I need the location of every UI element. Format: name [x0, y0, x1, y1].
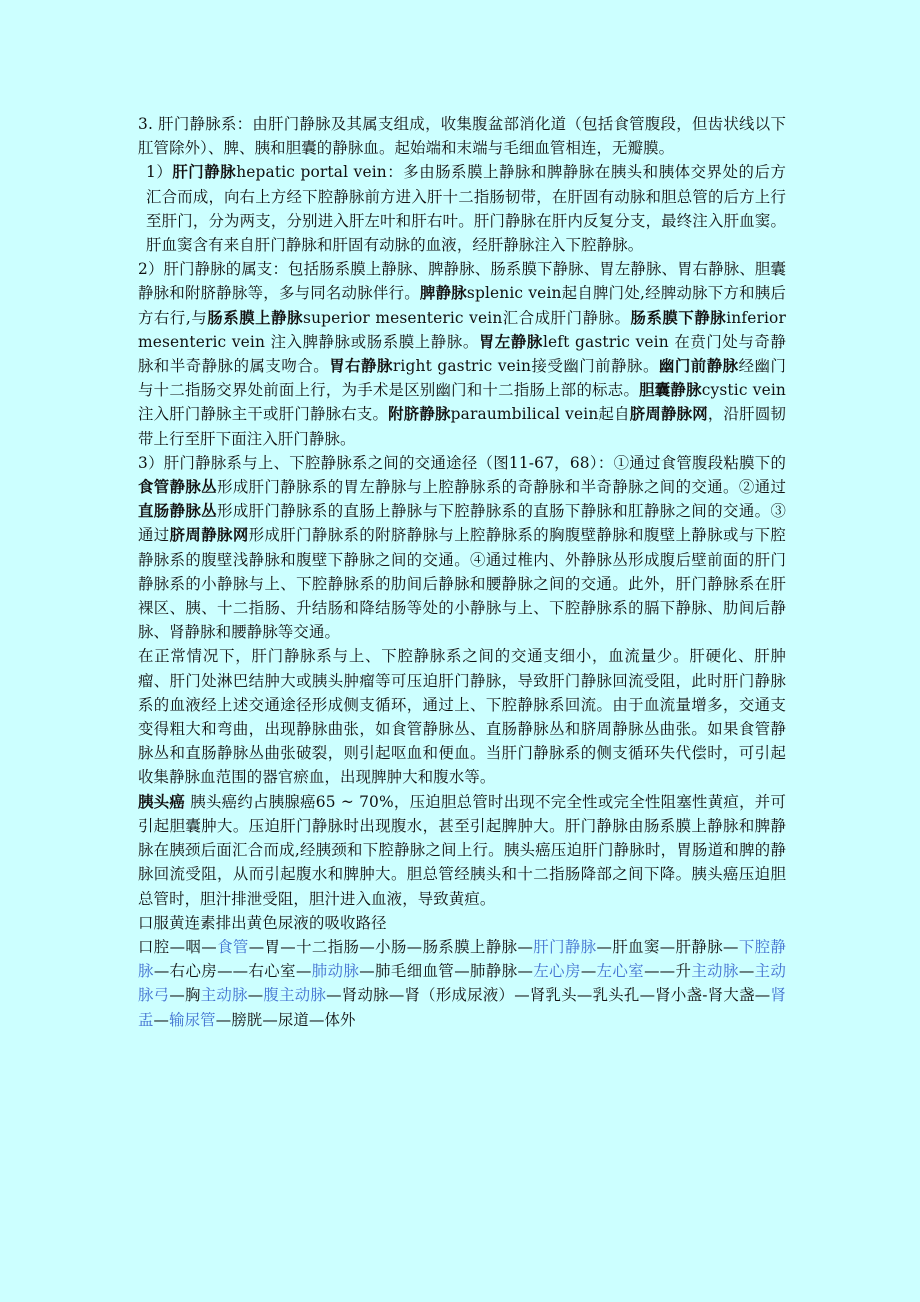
- paragraph-text: hepatic portal vein：多由肠系膜上静脉和脾静脉在胰头和胰体交界处的后方汇合而成，向右上方经下腔静脉前方进入肝十二指肠韧带，在肝固有动脉和胆总管的后方上行至肝门，分为两支，分别进入肝左叶和肝右叶。肝门静脉在肝内反复分支，最终注入肝血窦。肝血窦含有来自肝门静脉和肝固有动脉的血液，经肝静脉注入下腔静脉。: [146, 163, 787, 255]
- text-run: 形成肝门静脉系的直肠上静脉与下腔静脉系的直肠下静脉和肛静脉之间的交通。③通过: [138, 502, 786, 545]
- text-run: paraumbilical vein起自: [450, 405, 630, 424]
- paragraph-portal-hypertension: 在正常情况下，肝门静脉系与上、下腔静脉系之间的交通支细小，血流量少。肝硬化、肝肿瘤、肝门处淋巴结肿大或胰头肿瘤等可压迫肝门静脉，导致肝门静脉回流受阻，此时肝门静脉系的血液经上述交通途径形成侧支循环，通过上、下腔静脉系回流。由于血流量增多，交通支变得粗大和弯曲，出现静脉曲张，如食管静脉丛、直肠静脉丛和脐周静脉丛曲张。如果食管静脉丛和直肠静脉丛曲张破裂，则引起呕血和便血。当肝门静脉系的侧支循环失代偿时，可引起收集静脉血范围的器官瘀血，出现脾肿大和腹水等。: [138, 647, 786, 787]
- path-segment: —胃—十二指肠—小肠—肠系膜上静脉—: [248, 937, 534, 956]
- paragraph-absorption-title: 口服黄连素排出黄色尿液的吸收路径: [138, 913, 387, 932]
- text-run: 3）肝门静脉系与上、下腔静脉系之间的交通途径（图11-67，68）：①通过食管腹段粘膜下的: [138, 453, 786, 472]
- term-paraumbilical-vein: 附脐静脉: [388, 405, 451, 424]
- text-run: superior mesenteric vein汇合成肝门静脉。: [303, 308, 631, 327]
- paragraph-text: 胰头癌约占胰腺癌65 ~ 70%，压迫胆总管时出现不完全性或完全性阻塞性黄疸，并可引起胆囊肿大。压迫肝门静脉时出现腹水，甚至引起脾肿大。肝门静脉由肠系膜上静脉和脾静脉在胰颈后面汇合而成,经胰颈和下腔静脉之间上行。胰头癌压迫肝门静脉时，胃肠道和脾的静脉回流受阻，从而引起腹水和脾肿大。胆总管经胰头和十二指肠降部之间下降。胰头癌压迫胆总管时，胆汁排泄受阻，胆汁进入血液，导致黄疸。: [138, 792, 786, 908]
- paragraph-absorption-path: [138, 935, 786, 1032]
- path-highlight-segment: 主动脉: [200, 986, 248, 1005]
- path-segment: 口腔—咽—: [138, 937, 217, 956]
- term-hepatic-portal-vein: 肝门静脉: [172, 163, 237, 182]
- path-highlight-segment: 输尿管: [169, 1010, 216, 1029]
- paragraph-anastomoses: [138, 451, 786, 645]
- text-run: splenic vein起自脾门处,经脾动脉下方和胰后方右行,与: [138, 284, 786, 327]
- path-highlight-segment: 肝门静脉: [533, 937, 597, 956]
- path-segment: —胸: [169, 986, 201, 1005]
- path-highlight-segment: 肾盂: [138, 986, 787, 1029]
- path-highlight-segment: 食管: [216, 937, 249, 956]
- path-segment: —: [247, 986, 264, 1005]
- term-cystic-vein: 胆囊静脉: [639, 381, 702, 400]
- text-run: ，沿肝圆韧带上行至肝下面注入肝门静脉。: [138, 405, 786, 448]
- term-prepyloric-vein: 幽门前静脉: [658, 357, 739, 376]
- path-segment: ——升: [644, 962, 692, 981]
- text-run: left gastric vein 在贲门处与奇静脉和半奇静脉的属支吻合。: [138, 332, 786, 376]
- term-periumbilical-network: 脐周静脉网: [169, 526, 249, 545]
- text-run: right gastric vein接受幽门前静脉。: [392, 357, 659, 376]
- path-segment: —右心房——右心室—: [153, 962, 312, 981]
- term-periumbilical-venous-network: 脐周静脉网: [629, 405, 708, 424]
- paragraph-tributaries: [138, 257, 786, 451]
- path-highlight-segment: 肺动脉: [311, 962, 360, 981]
- paragraph-pancreatic-head-cancer: [138, 790, 786, 911]
- text-run: inferior mesenteric vein 注入脾静脉或肠系膜上静脉。: [138, 308, 786, 351]
- path-segment: —: [738, 962, 755, 981]
- path-highlight-segment: 主动脉: [691, 962, 739, 981]
- paragraph-portal-system: 3. 肝门静脉系：由肝门静脉及其属支组成，收集腹盆部消化道（包括食管腹段，但齿状线以下肛管除外）、脾、胰和胆囊的静脉血。起始端和末端与毛细血管相连，无瓣膜。: [138, 115, 786, 158]
- term-superior-mesenteric-vein: 肠系膜上静脉: [207, 308, 304, 327]
- text-run: cystic vein注入肝门静脉主干或肝门静脉右支。: [138, 381, 786, 424]
- term-pancreatic-head-cancer: 胰头癌: [138, 792, 186, 811]
- term-right-gastric-vein: 胃右静脉: [329, 357, 393, 376]
- paragraph-hepatic-portal-vein: [138, 160, 786, 257]
- path-segment: —肺毛细血管—肺静脉—: [359, 962, 534, 981]
- term-inferior-mesenteric-vein: 肠系膜下静脉: [630, 308, 727, 327]
- path-highlight-segment: 腹主动脉: [263, 986, 327, 1005]
- text-run: 形成肝门静脉系的附脐静脉与上腔静脉系的胸腹壁静脉和腹壁上静脉或与下腔静脉系的腹壁浅静脉和腹壁下静脉之间的交通。④通过椎内、外静脉丛形成腹后壁前面的肝门静脉系的小静脉与上、下腔静脉系的肋间后静脉和腰静脉之间的交通。此外，肝门静脉系在肝裸区、胰、十二指肠、升结肠和降结肠等处的小静脉与上、下腔静脉系的膈下静脉、肋间后静脉、肾静脉和腰静脉等交通。: [138, 526, 786, 642]
- path-segment: —膀胱—尿道—体外: [215, 1010, 356, 1029]
- text-run: 2）肝门静脉的属支：包括肠系膜上静脉、脾静脉、肠系膜下静脉、胃左静脉、胃右静脉、胆囊静脉和附脐静脉等，多与同名动脉伴行。: [138, 260, 786, 303]
- path-highlight-segment: 主动脉弓: [138, 962, 787, 1005]
- text-run: 经幽门与十二指肠交界处前面上行，为手术是区别幽门和十二指肠上部的标志。: [138, 357, 786, 400]
- path-highlight-segment: 左心室: [596, 962, 645, 981]
- term-splenic-vein: 脾静脉: [419, 284, 467, 303]
- path-segment: —肝血窦—肝静脉—: [596, 937, 739, 956]
- path-highlight-segment: 下腔静脉: [138, 937, 786, 981]
- text-run: 形成肝门静脉系的胃左静脉与上腔静脉系的奇静脉和半奇静脉之间的交通。②通过: [217, 478, 786, 497]
- term-rectal-venous-plexus: 直肠静脉丛: [138, 502, 218, 521]
- item-number: 1）: [146, 163, 173, 182]
- path-segment: —肾动脉—肾（形成尿液）—肾乳头—乳头孔—肾小盏-肾大盏—: [326, 986, 771, 1005]
- path-segment: —: [580, 962, 597, 981]
- term-left-gastric-vein: 胃左静脉: [478, 332, 543, 351]
- path-segment: —: [153, 1010, 170, 1029]
- term-esophageal-venous-plexus: 食管静脉丛: [138, 478, 218, 497]
- path-highlight-segment: 左心房: [533, 962, 581, 981]
